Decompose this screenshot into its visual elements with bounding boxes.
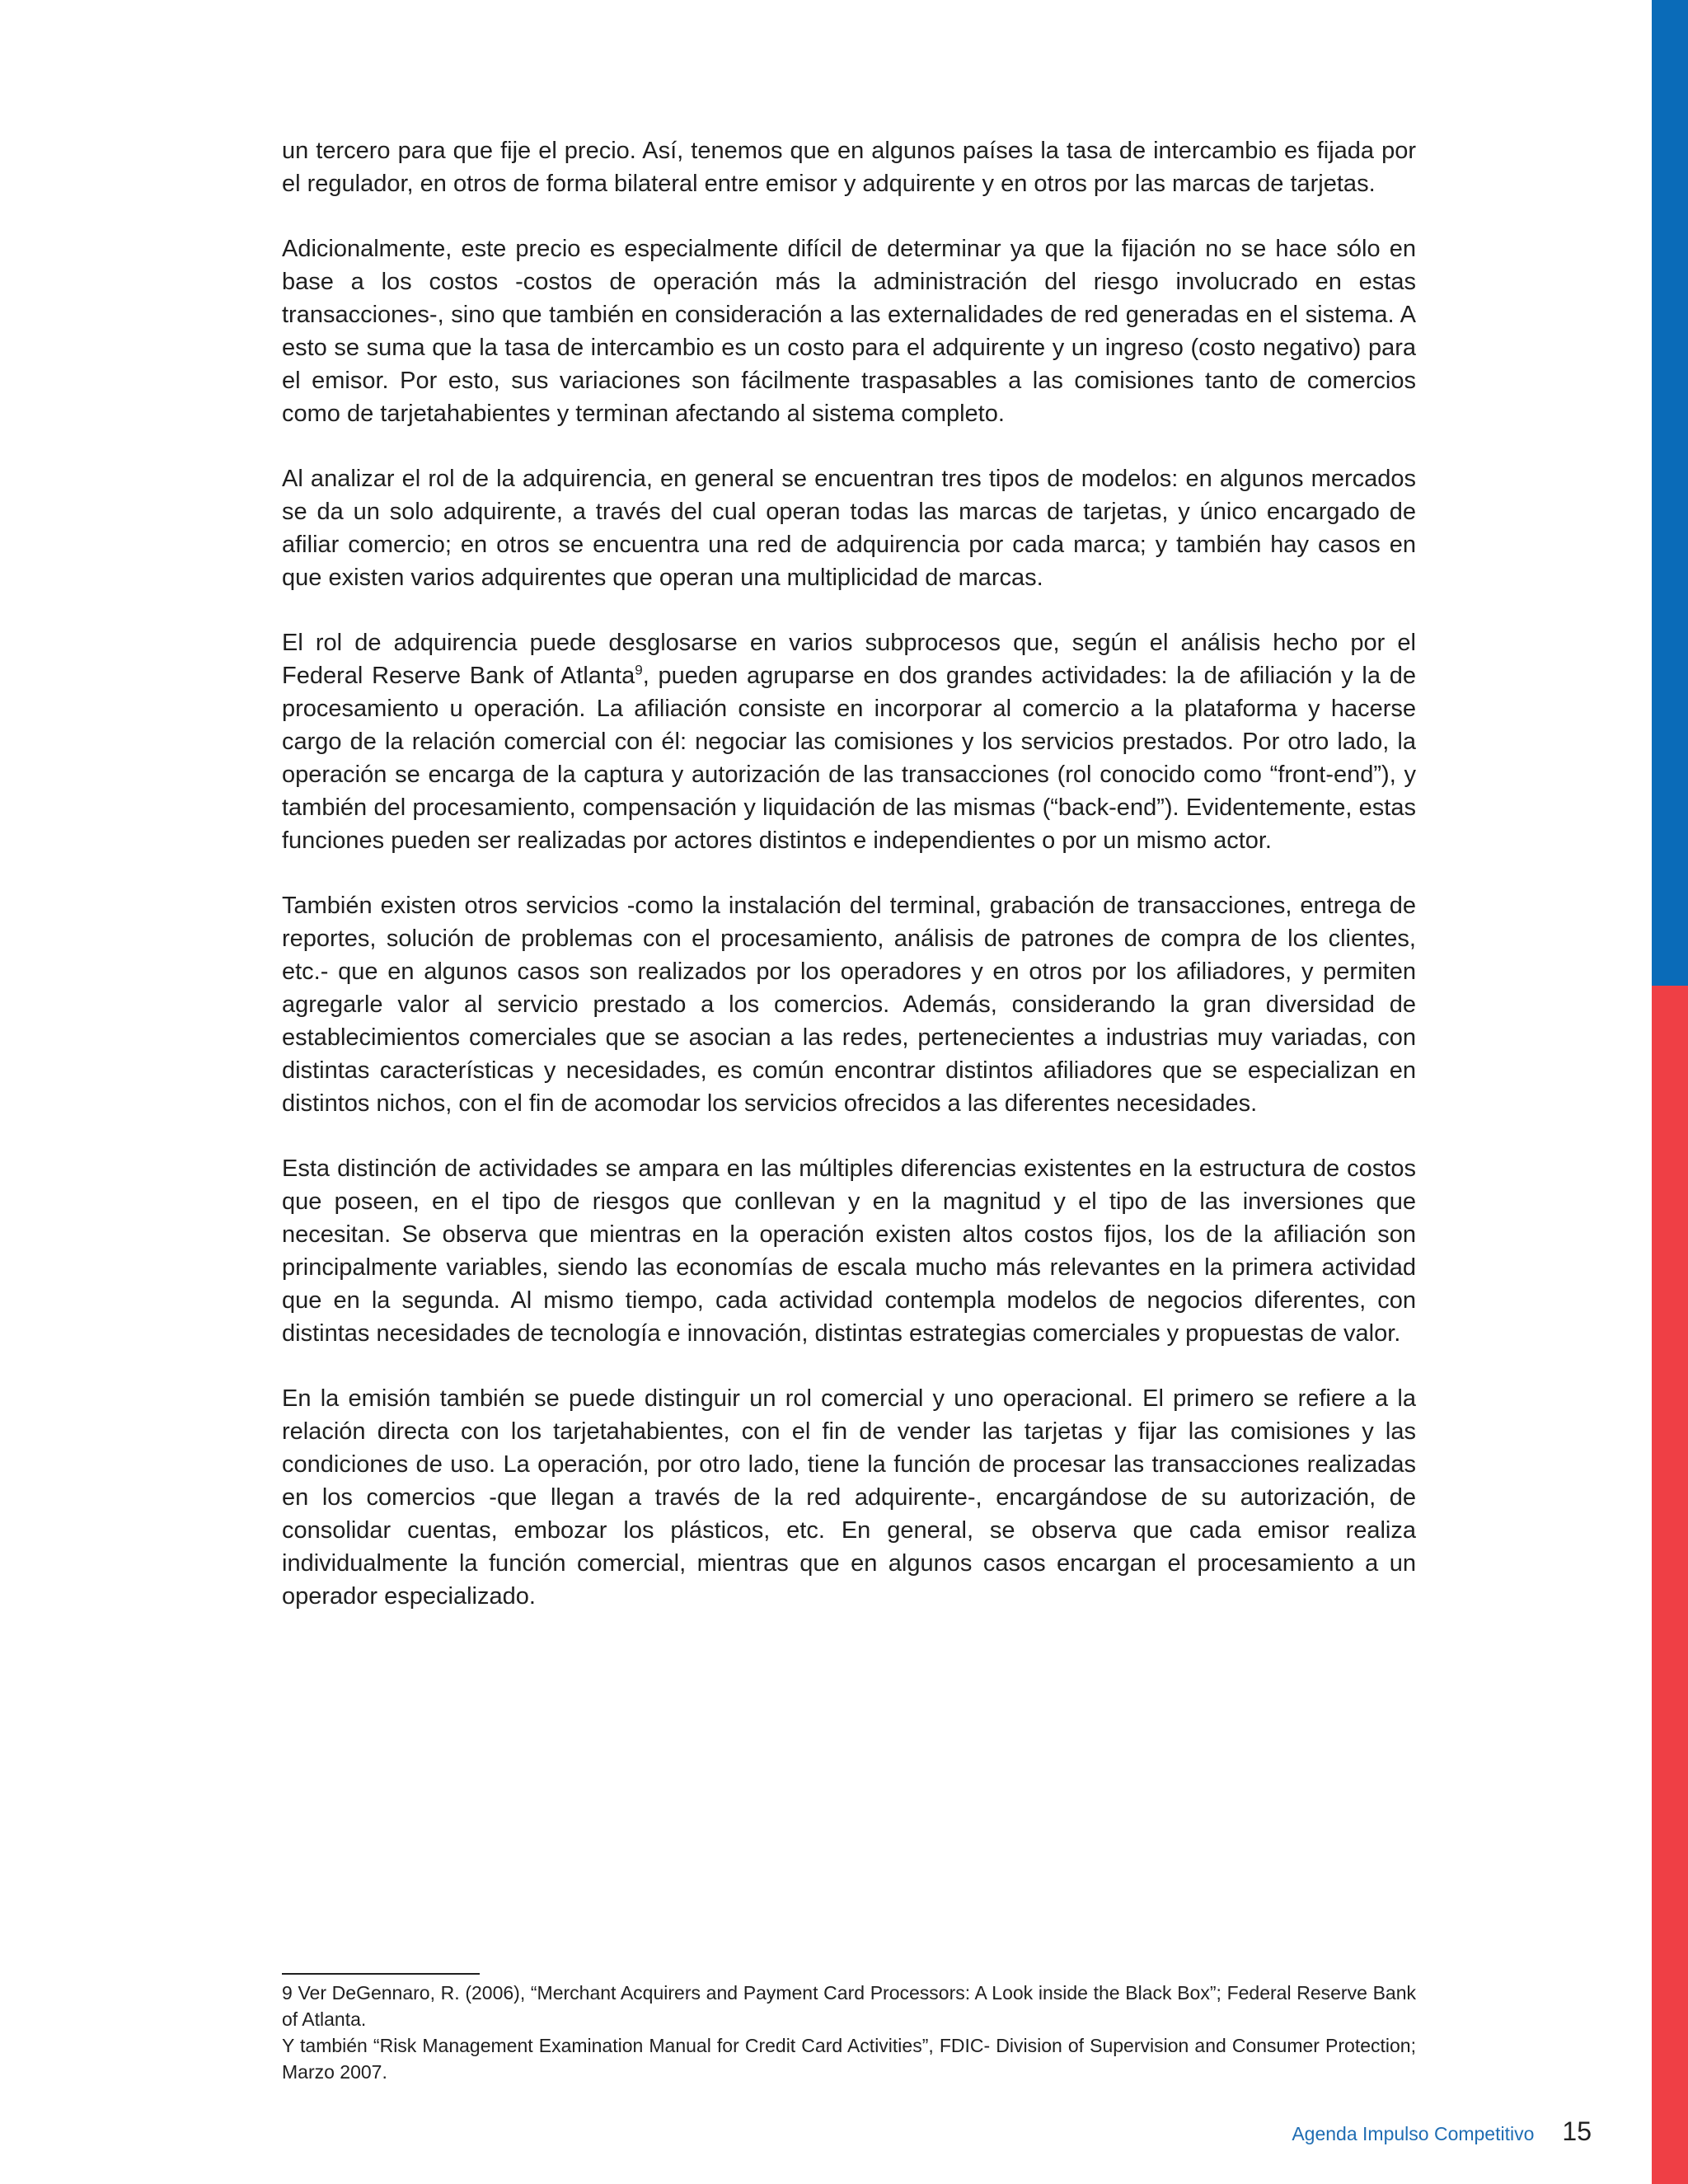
paragraph-with-footnote-ref xyxy=(282,626,1416,857)
publication-title: Agenda Impulso Competitivo xyxy=(1292,2123,1535,2144)
footnote-ref: 9 xyxy=(635,662,643,678)
page-number: 15 xyxy=(1562,2116,1592,2146)
paragraph: También existen otros servicios -como la instalación del terminal, grabación de transacciones, entrega de reportes, solución de problemas con el procesamiento, análisis de patrones de compra de los clientes, etc.- que en algunos casos son realizados por los operadores y en otros por los afiliadores, y permiten agregarle valor al servicio prestado a los comercios. Además, considerando la gran diversidad de establecimientos comerciales que se asocian a las redes, pertenecientes a industrias muy variadas, con distintas características y necesidades, es común encontrar distintos afiliadores que se especializan en distintos nichos, con el fin de acomodar los servicios ofrecidos a las diferentes necesidades. xyxy=(282,893,1416,1117)
page-footer xyxy=(1292,2116,1592,2147)
side-accent-bar-blue xyxy=(1652,0,1688,986)
paragraph-text-before-ref: El rol de adquirencia puede desglosarse en varios subprocesos que, según el análisis hecho por el Federal Reserve Bank of Atlanta xyxy=(282,630,1416,689)
body-text xyxy=(282,134,1416,1645)
footnote: Y también “Risk Management Examination Manual for Credit Card Activities”, FDIC- Division of Supervision and Consumer Protection; Marzo 2007. xyxy=(282,2035,1416,2083)
paragraph: Al analizar el rol de la adquirencia, en general se encuentran tres tipos de modelos: en algunos mercados se da un solo adquirente, a través del cual operan todas las marcas de tarjetas, y único encargado de afiliar comercio; en otros se encuentra una red de adquirencia por cada marca; y también hay casos en que existen varios adquirentes que operan una multiplicidad de marcas. xyxy=(282,466,1416,591)
paragraph: un tercero para que fije el precio. Así, tenemos que en algunos países la tasa de intercambio es fijada por el regulador, en otros de forma bilateral entre emisor y adquirente y en otros por las marcas de tarjetas. xyxy=(282,138,1416,197)
paragraph-text-after-ref: , pueden agruparse en dos grandes actividades: la de afiliación y la de procesamiento u operación. La afiliación consiste en incorporar al comercio a la plataforma y hacerse cargo de la relación comercial con él: negociar las comisiones y los servicios prestados. Por otro lado, la operación se encarga de la captura y autorización de las transacciones (rol conocido como “front-end”), y también del procesamiento, compensación y liquidación de las mismas (“back-end”). Evidentemente, estas funciones pueden ser realizadas por actores distintos e independientes o por un mismo actor. xyxy=(282,663,1417,854)
footnote-divider xyxy=(282,1973,480,1975)
side-accent-bar-red xyxy=(1652,986,1688,2184)
paragraph: En la emisión también se puede distinguir un rol comercial y uno operacional. El primero se refiere a la relación directa con los tarjetahabientes, con el fin de vender las tarjetas y fijar las comisiones y las condiciones de uso. La operación, por otro lado, tiene la función de procesar las transacciones realizadas en los comercios -que llegan a través de la red adquirente-, encargándose de su autorización, de consolidar cuentas, embozar los plásticos, etc. En general, se observa que cada emisor realiza individualmente la función comercial, mientras que en algunos casos encargan el procesamiento a un operador especializado. xyxy=(282,1385,1416,1610)
paragraph: Esta distinción de actividades se ampara en las múltiples diferencias existentes en la estructura de costos que poseen, en el tipo de riesgos que conllevan y en la magnitud y el tipo de las inversiones que necesitan. Se observa que mientras en la operación existen altos costos fijos, los de la afiliación son principalmente variables, siendo las economías de escala mucho más relevantes en la primera actividad que en la segunda. Al mismo tiempo, cada actividad contempla modelos de negocios diferentes, con distintas necesidades de tecnología e innovación, distintas estrategias comerciales y propuestas de valor. xyxy=(282,1155,1416,1347)
footnotes xyxy=(282,1980,1416,2085)
paragraph: Adicionalmente, este precio es especialmente difícil de determinar ya que la fijación no se hace sólo en base a los costos -costos de operación más la administración del riesgo involucrado en estas transacciones-, sino que también en consideración a las externalidades de red generadas en el sistema. A esto se suma que la tasa de intercambio es un costo para el adquirente y un ingreso (costo negativo) para el emisor. Por esto, sus variaciones son fácilmente traspasables a las comisiones tanto de comercios como de tarjetahabientes y terminan afectando al sistema completo. xyxy=(282,236,1416,427)
footnote: 9 Ver DeGennaro, R. (2006), “Merchant Acquirers and Payment Card Processors: A Look inside the Black Box”; Federal Reserve Bank of Atlanta. xyxy=(282,1982,1416,2030)
